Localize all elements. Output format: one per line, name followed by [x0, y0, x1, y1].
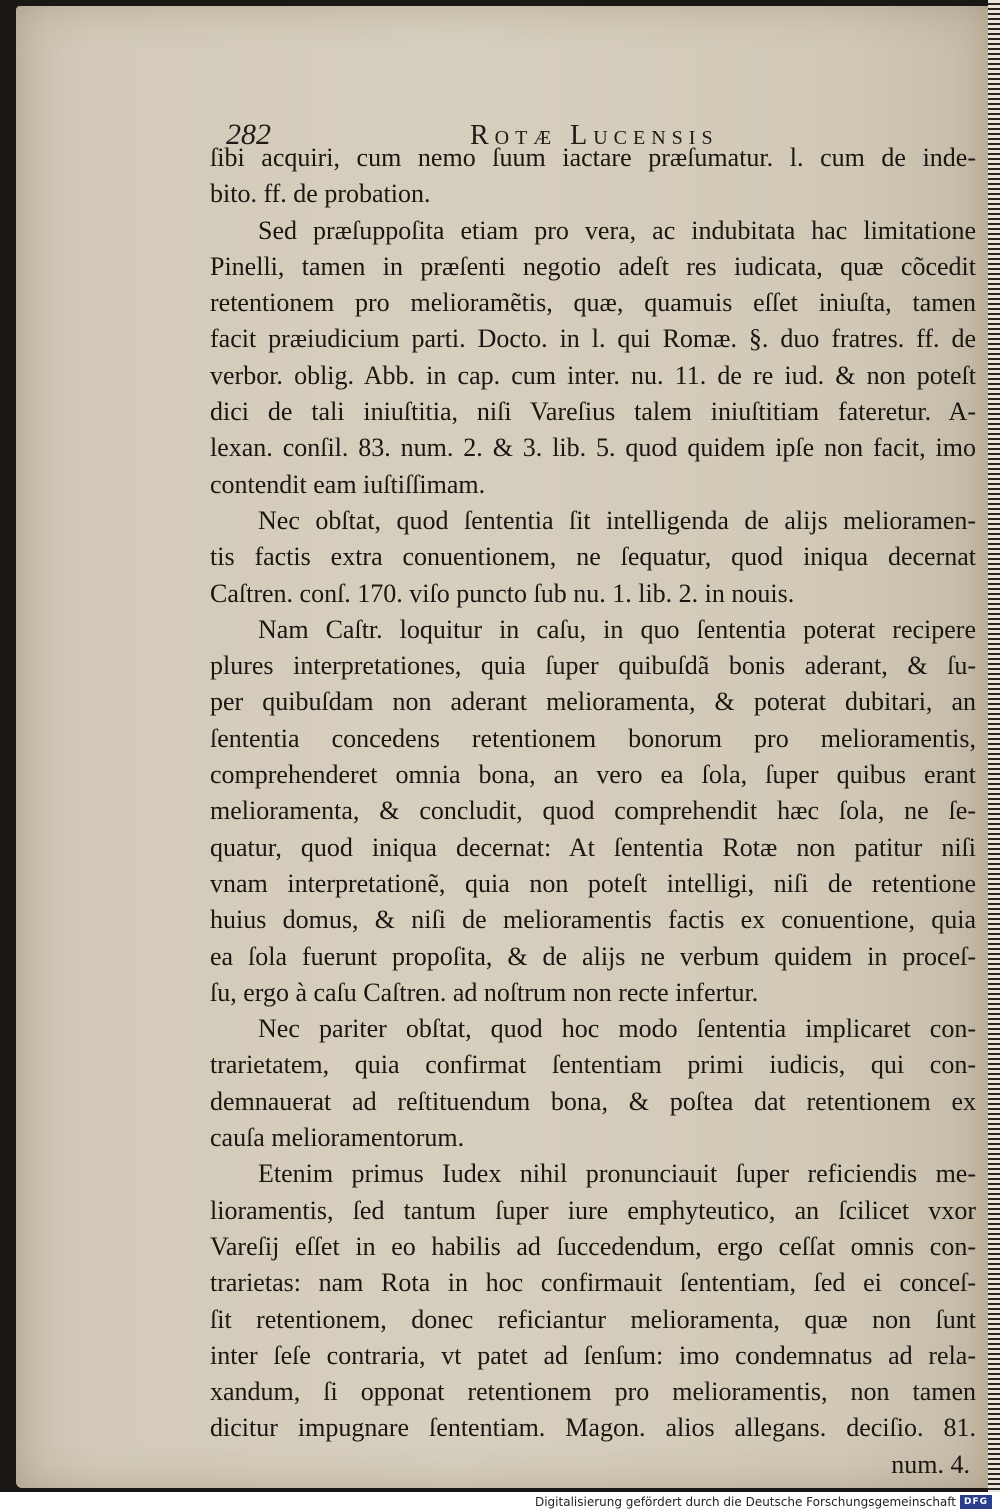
credit-text: Digitalisierung gefördert durch die Deutsche Forschungsgemeinschaft: [534, 1495, 956, 1509]
text-line: ſententia concedens retentionem bonorum pro melioramentis,: [210, 723, 976, 753]
text-line: ea ſola fuerunt propoſita, & de alijs ne verbum quidem in proceſ-: [210, 941, 976, 971]
text-line: lioramentis, ſed tantum ſuper iure emphyteutico, an ſcilicet vxor: [210, 1195, 976, 1225]
text-line: Pinelli, tamen in præſenti negotio adeſt res iudicata, quæ cõcedit: [210, 251, 976, 281]
text-line: lexan. conſil. 83. num. 2. & 3. lib. 5. quod quidem ipſe non facit, imo: [210, 433, 976, 463]
text-line: quatur, quod iniqua decernat: At ſententia Rotæ non patitur niſi: [210, 832, 976, 862]
text-line: Vareſij eſſet in eo habilis ad ſuccedendum, ergo ceſſat omnis con-: [210, 1231, 976, 1261]
text-line: vnam interpretationẽ, quia non poteſt intelligi, niſi de retentione: [210, 868, 976, 898]
text-line: dicitur impugnare ſententiam. Magon. alios allegans. deciſio. 81.: [210, 1413, 976, 1443]
text-line: per quibuſdam non aderant melioramenta, & poterat dubitari, an: [210, 687, 976, 717]
text-line: facit præiudicium parti. Docto. in l. qui Romæ. §. duo fratres. ff. de: [210, 324, 976, 354]
text-line: Etenim primus Iudex nihil pronunciauit ſuper reficiendis me-: [258, 1159, 976, 1189]
text-line: demnauerat ad reſtituendum bona, & poſtea dat retentionem ex: [210, 1086, 976, 1116]
text-line: Caſtren. conſ. 170. viſo puncto ſub nu. 1. lib. 2. in nouis.: [210, 578, 795, 608]
text-line: Nec obſtat, quod ſententia ſit intelligenda de alijs melioramen-: [258, 505, 976, 535]
page-number: 282: [226, 118, 271, 151]
text-line: trarietas: nam Rota in hoc confirmauit ſententiam, ſed ei conceſ-: [210, 1268, 976, 1298]
running-head: Rotæ Lucensis: [470, 120, 719, 151]
text-line: melioramenta, & concludit, quod comprehendit hæc ſola, ne ſe-: [210, 796, 976, 826]
text-line: verbor. oblig. Abb. in cap. cum inter. nu. 11. de re iud. & non poteſt: [210, 360, 976, 390]
text-line: ſit retentionem, donec reficiantur melioramenta, quæ non ſunt: [210, 1304, 976, 1334]
text-line: xandum, ſi opponat retentionem pro melioramentis, non tamen: [210, 1377, 976, 1407]
text-line: cauſa melioramentorum.: [210, 1123, 465, 1153]
digitization-credit-bar: [0, 1492, 1000, 1512]
text-line: bito. ff. de probation.: [210, 179, 431, 209]
text-line: ſu, ergo à caſu Caſtren. ad noſtrum non recte infertur.: [210, 977, 759, 1007]
text-line: plures interpretationes, quia ſuper quibuſdã bonis aderant, & ſu-: [210, 651, 976, 681]
dfg-logo-icon: DFG: [960, 1495, 992, 1509]
text-line: Nam Caſtr. loquitur in caſu, in quo ſententia poterat recipere: [258, 614, 976, 644]
text-line: num. 4.: [891, 1449, 970, 1479]
text-line: contendit eam iuſtiſſimam.: [210, 469, 486, 499]
text-line: inter ſeſe contraria, vt patet ad ſenſum: imo condemnatus ad rela-: [210, 1340, 976, 1370]
text-line: huius domus, & niſi de melioramentis factis ex conuentione, quia: [210, 905, 976, 935]
text-line: Sed præſuppoſita etiam pro vera, ac indubitata hac limitatione: [258, 215, 976, 245]
text-line: ſibi acquiri, cum nemo ſuum iactare præſumatur. l. cum de inde-: [210, 143, 976, 172]
page-edge-strip: [988, 0, 1000, 1492]
text-line: dici de tali iniuſtitia, niſi Vareſius talem iniuſtitiam fateretur. A-: [210, 397, 976, 427]
text-line: retentionem pro melioramẽtis, quæ, quamuis eſſet iniuſta, tamen: [210, 288, 976, 318]
text-line: Nec pariter obſtat, quod hoc modo ſententia implicaret con-: [258, 1014, 976, 1044]
text-line: comprehenderet omnia bona, an vero ea ſola, ſuper quibus erant: [210, 760, 976, 790]
text-line: tis factis extra conuentionem, ne ſequatur, quod iniqua decernat: [210, 542, 976, 572]
text-line: trarietatem, quia confirmat ſententiam primi iudicis, qui con-: [210, 1050, 976, 1080]
body-text: [210, 140, 976, 1483]
